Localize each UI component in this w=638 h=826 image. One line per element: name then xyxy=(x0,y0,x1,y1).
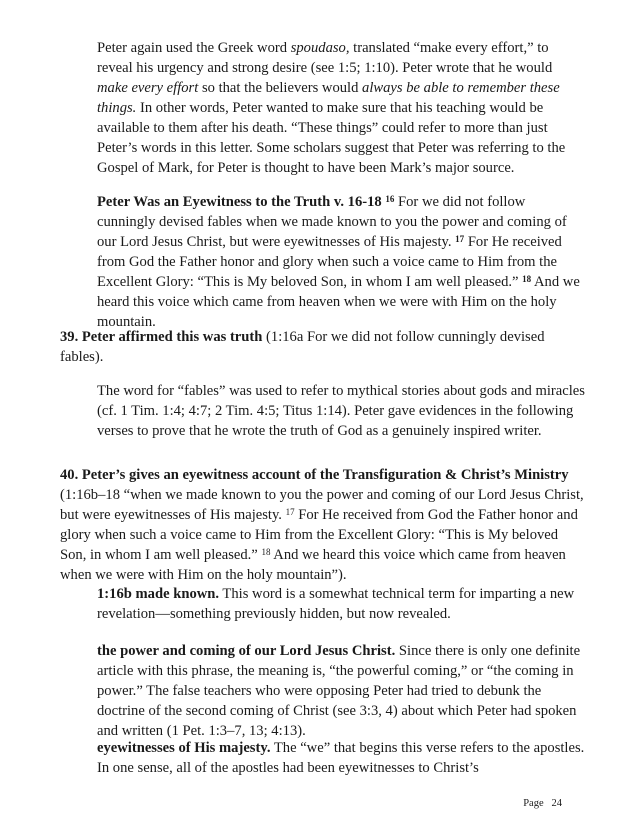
text: (1:16a For we did not follow cunningly devised fables). xyxy=(60,329,545,365)
italic-text: spoudaso, xyxy=(290,40,350,56)
point-40 xyxy=(60,465,585,585)
text: (1:16b–18 “when we made known to you the power and coming of our Lord Jesus Christ, but were eyewitnesses of His majesty. xyxy=(60,487,584,523)
point-39 xyxy=(60,327,585,367)
text: translated “make every effort,” to reveal his urgency and strong desire (see 1:5; 1:10). Peter wrote that he would xyxy=(97,40,553,76)
page-label: Page xyxy=(523,798,544,809)
verse-number: 18 xyxy=(522,274,532,284)
text: Peter again used the Greek word xyxy=(97,40,291,56)
paragraph-eyewitness-scripture xyxy=(97,192,585,332)
text: This word is a somewhat technical term for imparting a new revelation—something previously hidden, but now revealed. xyxy=(97,586,575,622)
paragraph-fables xyxy=(97,381,585,441)
text: For we did not follow cunningly devised fables when we made known to you the power and coming of our Lord Jesus Christ, but were eyewitnesses of His majesty. xyxy=(97,194,567,250)
point-heading: 40. Peter’s gives an eyewitness account of the Transfiguration & Christ’s Ministry xyxy=(60,467,569,483)
page-footer xyxy=(523,798,562,809)
verse-number: 17 xyxy=(455,234,465,244)
point-heading: 39. Peter affirmed this was truth xyxy=(60,329,263,345)
text: In other words, Peter wanted to make sure that his teaching would be available to them after his death. “These things” could refer to more than just Peter’s words in this letter. Some scholars suggest that Peter was referring to the Gospel of Mark, for Peter is thought to have been Mark’s major source. xyxy=(97,100,566,176)
paragraph-spoudaso xyxy=(97,38,585,178)
text: The “we” that begins this verse refers to the apostles. In one sense, all of the apostles had been eyewitnesses to Christ’s xyxy=(97,740,585,776)
term-heading: 1:16b made known. xyxy=(97,586,220,602)
paragraph-made-known xyxy=(97,584,585,624)
verse-number: 18 xyxy=(261,547,271,557)
paragraph-power-and-coming xyxy=(97,641,585,741)
text: so that the believers would xyxy=(198,80,363,96)
page-number: 24 xyxy=(551,798,562,809)
term-heading: eyewitnesses of His majesty. xyxy=(97,740,271,756)
text: For He received from God the Father honor and glory when such a voice came to Him from the Excellent Glory: “This is My beloved Son, in whom I am well pleased.” xyxy=(97,234,562,290)
text: And we heard this voice which came from heaven when we were with Him on the holy mountain. xyxy=(97,274,580,330)
verse-number: 17 xyxy=(285,507,295,517)
text: For He received from God the Father honor and glory when such a voice came to Him from the Excellent Glory: “This is My beloved Son, in whom I am well pleased.” xyxy=(60,507,578,563)
verse-number: 16 xyxy=(385,194,395,204)
text: The word for “fables” was used to refer to mythical stories about gods and miracles (cf. 1 Tim. 1:4; 4:7; 2 Tim. 4:5; Titus 1:14). Peter gave evidences in the following verses to prove that he wrote the truth of God as a genuinely inspired writer. xyxy=(97,383,585,439)
text: And we heard this voice which came from heaven when we were with Him on the holy mountain”). xyxy=(60,547,566,583)
italic-text: always be able to remember these things. xyxy=(97,80,560,116)
section-heading: Peter Was an Eyewitness to the Truth v. 16-18 xyxy=(97,194,382,210)
term-heading: the power and coming of our Lord Jesus Christ. xyxy=(97,643,396,659)
italic-text: make every effort xyxy=(97,80,199,96)
paragraph-eyewitnesses-majesty xyxy=(97,738,585,778)
text: Since there is only one definite article with this phrase, the meaning is, “the powerful coming,” or “the coming in power.” The false teachers who were opposing Peter had tried to debunk the doctrine of the second coming of Christ (see 3:3, 4) about which Peter had spoken and written (1 Pet. 1:3–7, 13; 4:13). xyxy=(97,643,581,739)
